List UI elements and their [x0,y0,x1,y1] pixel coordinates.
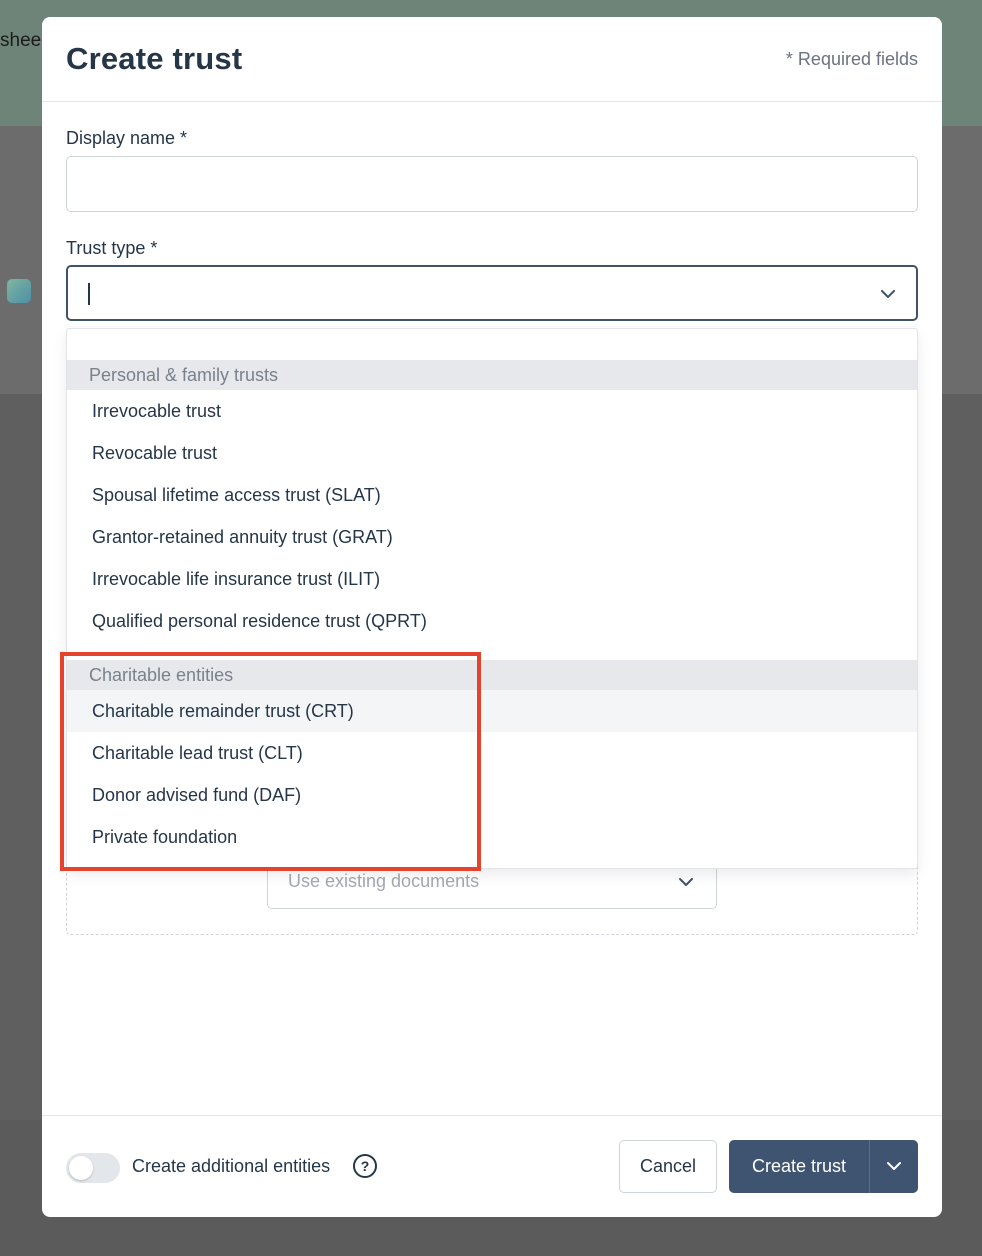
create-trust-button-group [729,1140,918,1193]
chevron-down-icon[interactable] [878,284,898,304]
trust-type-listbox [66,328,918,869]
create-trust-options-button[interactable] [869,1140,918,1193]
group-header-charitable: Charitable entities [67,660,917,690]
cancel-button[interactable]: Cancel [619,1140,717,1193]
display-name-label: Display name * [66,128,188,148]
option-private-foundation[interactable]: Private foundation [92,827,238,847]
dialog-title: Create trust [66,41,243,76]
option-clt[interactable]: Charitable lead trust (CLT) [92,743,303,763]
create-trust-dialog [42,17,942,1217]
display-name-input[interactable] [66,156,918,212]
dialog-footer [42,1115,942,1217]
option-grat[interactable]: Grantor-retained annuity trust (GRAT) [92,527,393,547]
background-entity-icon [7,279,31,303]
text-caret [88,283,90,305]
toggle-knob [69,1156,93,1180]
group-header-personal: Personal & family trusts [67,360,917,390]
trust-type-label: Trust type * [66,238,158,258]
chevron-down-icon [884,1156,904,1176]
trust-type-combobox[interactable] [66,265,918,321]
option-crt[interactable]: Charitable remainder trust (CRT) [67,690,917,732]
option-ilit[interactable]: Irrevocable life insurance trust (ILIT) [92,569,381,589]
create-additional-entities-toggle[interactable] [66,1153,120,1183]
help-icon[interactable]: ? [353,1154,377,1178]
option-revocable-trust[interactable]: Revocable trust [92,443,218,463]
option-irrevocable-trust[interactable]: Irrevocable trust [92,401,222,421]
existing-documents-placeholder: Use existing documents [288,871,480,891]
dialog-header [42,17,942,102]
required-fields-note: * Required fields [785,49,918,69]
option-slat[interactable]: Spousal lifetime access trust (SLAT) [92,485,381,505]
background-partial-text: shee [0,30,42,51]
option-qprt[interactable]: Qualified personal residence trust (QPRT) [92,611,427,631]
create-trust-button[interactable]: Create trust [751,1156,847,1176]
chevron-down-icon [676,872,696,892]
option-daf[interactable]: Donor advised fund (DAF) [92,785,302,805]
create-additional-entities-label: Create additional entities [132,1156,331,1176]
